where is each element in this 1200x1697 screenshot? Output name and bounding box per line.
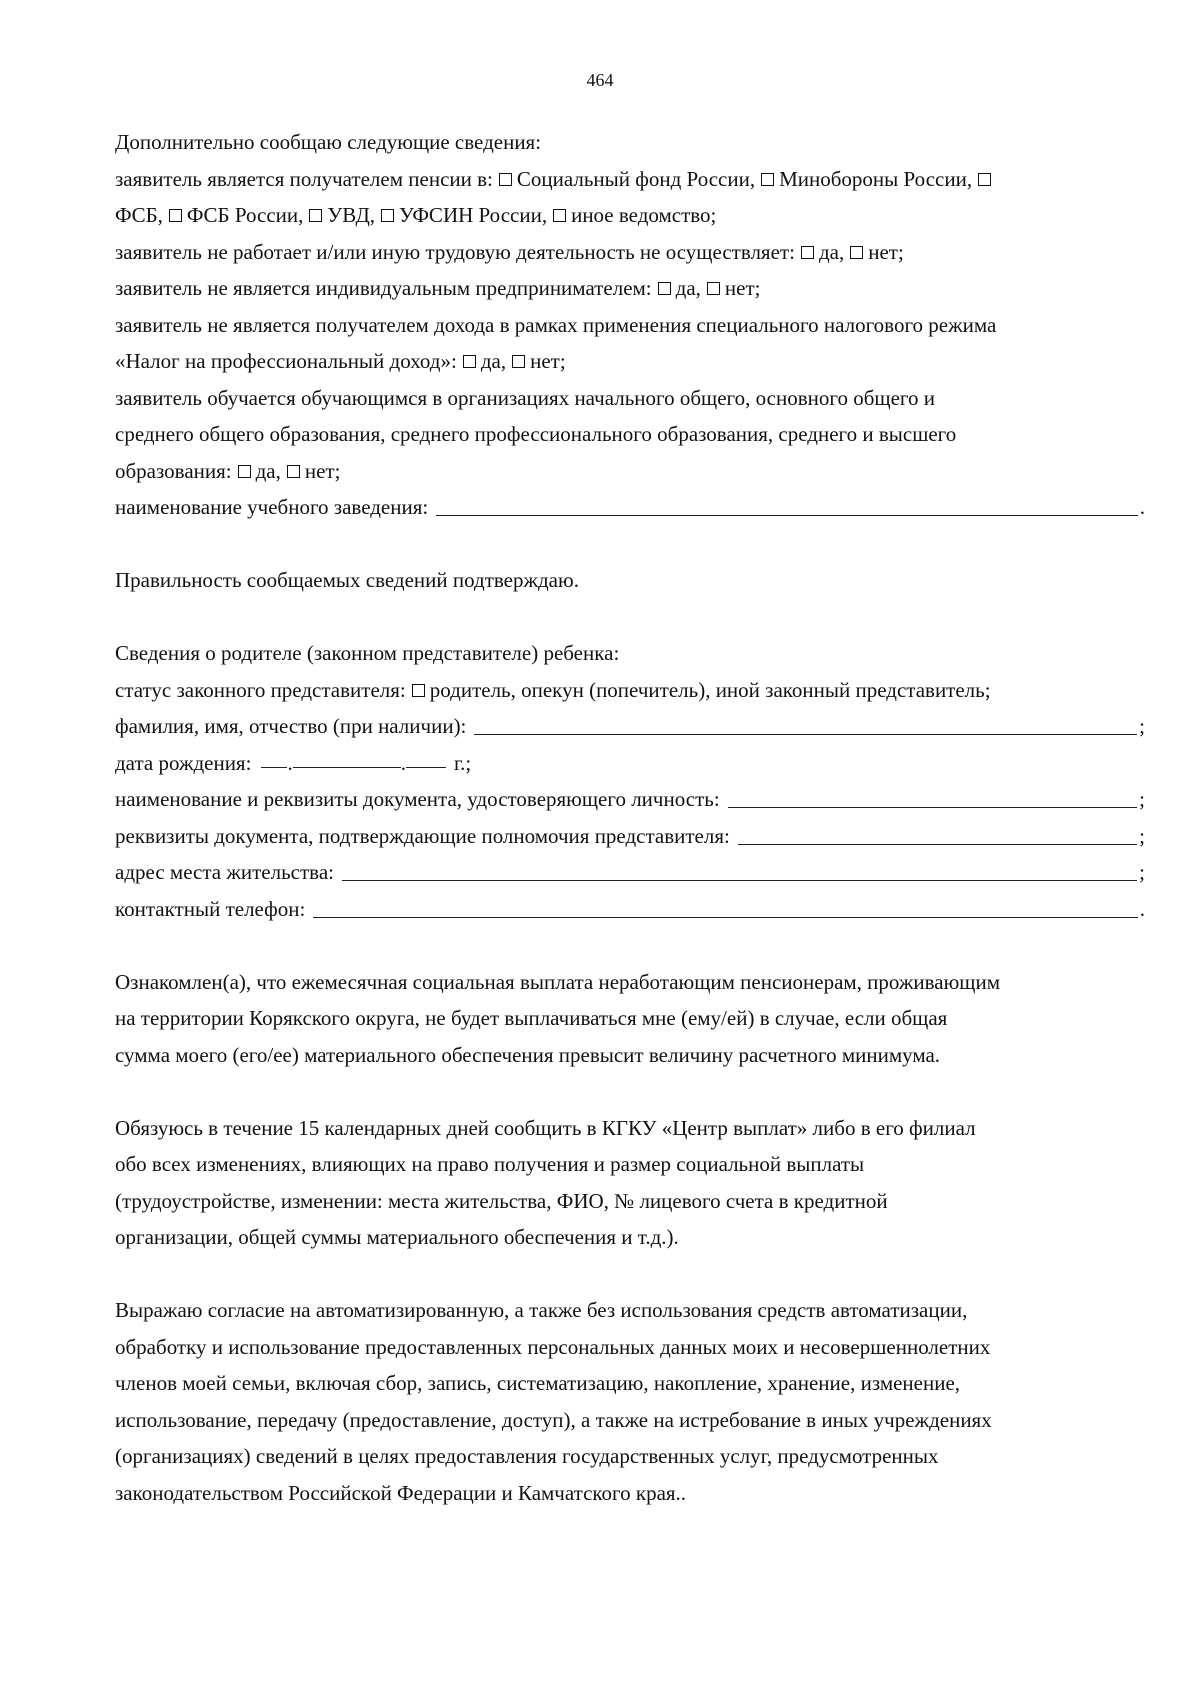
consent-paragraph-line: законодательством Российской Федерации и Камчатского края..	[115, 1480, 687, 1505]
form-content	[115, 124, 1145, 1511]
birth-day-field[interactable]	[261, 766, 287, 768]
birth-month-field[interactable]	[293, 766, 401, 768]
checkbox-education-yes[interactable]	[238, 465, 251, 478]
birth-year-field[interactable]	[406, 766, 446, 768]
checkbox-not-entrepreneur-yes[interactable]	[658, 282, 671, 295]
school-name-field[interactable]	[436, 514, 1138, 516]
birth-date-line: дата рождения: . . г.;	[115, 750, 472, 775]
page-number: 464	[586, 70, 614, 90]
fio-field[interactable]	[474, 733, 1137, 735]
checkbox-tax-regime-yes[interactable]	[463, 355, 476, 368]
notice-paragraph-line: на территории Корякского округа, не будет выплачиваться мне (ему/ей) в случае, если общая	[115, 1006, 948, 1030]
checkbox-ufsin[interactable]	[381, 209, 394, 222]
address-line: адрес места жительства: ;	[115, 860, 1145, 884]
checkbox-fsb[interactable]	[978, 173, 991, 186]
obligation-paragraph-line: организации, общей суммы материального обеспечения и т.д.).	[115, 1225, 679, 1249]
parent-heading: Сведения о родителе (законном представителе) ребенка:	[115, 641, 620, 665]
id-doc-line: наименование и реквизиты документа, удостоверяющего личность: ;	[115, 787, 1145, 811]
tax-regime-line-1: заявитель не является получателем дохода в рамках применения специального налогового режима	[115, 312, 997, 337]
checkbox-other-agency[interactable]	[553, 209, 566, 222]
checkbox-not-entrepreneur-no[interactable]	[707, 282, 720, 295]
phone-field[interactable]	[313, 916, 1137, 918]
notice-paragraph-line: Ознакомлен(а), что ежемесячная социальная выплата неработающим пенсионерам, проживающим	[115, 969, 1000, 994]
checkbox-tax-regime-no[interactable]	[512, 355, 525, 368]
tax-regime-line-2: «Налог на профессиональный доход»: да, нет;	[115, 349, 566, 373]
consent-paragraph-line: использование, передачу (предоставление, доступ), а также на истребование в иных учреждениях	[115, 1407, 992, 1432]
id-doc-field[interactable]	[728, 806, 1138, 808]
obligation-paragraph-line: обо всех изменениях, влияющих на право получения и размер социальной выплаты	[115, 1152, 865, 1176]
checkbox-not-working-yes[interactable]	[801, 246, 814, 259]
checkbox-ministry-defense[interactable]	[761, 173, 774, 186]
obligation-paragraph-line: (трудоустройстве, изменении: места жительства, ФИО, № лицевого счета в кредитной	[115, 1188, 888, 1213]
authority-doc-field[interactable]	[738, 843, 1137, 845]
consent-paragraph-line: членов моей семьи, включая сбор, запись, систематизацию, накопление, хранение, изменение,	[115, 1371, 961, 1395]
school-name-line: наименование учебного заведения: .	[115, 495, 1145, 519]
checkbox-uvd[interactable]	[309, 209, 322, 222]
phone-line: контактный телефон: .	[115, 896, 1145, 921]
checkbox-parent-status[interactable]	[412, 684, 425, 697]
confirm-statement: Правильность сообщаемых сведений подтверждаю.	[115, 568, 579, 592]
checkbox-fsb-russia[interactable]	[169, 209, 182, 222]
checkbox-social-fund[interactable]	[499, 173, 512, 186]
consent-paragraph-line: Выражаю согласие на автоматизированную, а также без использования средств автоматизации,	[115, 1298, 968, 1322]
consent-paragraph-line: (организациях) сведений в целях предоставления государственных услуг, предусмотренных	[115, 1444, 939, 1468]
checkbox-education-no[interactable]	[287, 465, 300, 478]
education-line-2: среднего общего образования, среднего профессионального образования, среднего и высшего	[115, 422, 957, 446]
obligation-paragraph-line: Обязуюсь в течение 15 календарных дней сообщить в КГКУ «Центр выплат» либо в его филиал	[115, 1115, 976, 1140]
address-field[interactable]	[342, 879, 1137, 881]
parent-status-line: статус законного представителя: родитель, опекун (попечитель), иной законный представитель;	[115, 677, 991, 702]
parent-fio-line: фамилия, имя, отчество (при наличии): ;	[115, 714, 1145, 738]
consent-paragraph-line: обработку и использование предоставленных персональных данных моих и несовершеннолетних	[115, 1334, 991, 1359]
pension-line-2: ФСБ, ФСБ России, УВД, УФСИН России, иное ведомство;	[115, 203, 717, 227]
education-line-3: образования: да, нет;	[115, 458, 341, 483]
not-working-line: заявитель не работает и/или иную трудовую деятельность не осуществляет: да, нет;	[115, 239, 904, 264]
authority-doc-line: реквизиты документа, подтверждающие полномочия представителя: ;	[115, 823, 1145, 848]
education-line-1: заявитель обучается обучающимся в организациях начального общего, основного общего и	[115, 385, 935, 410]
notice-paragraph-line: сумма моего (его/ее) материального обеспечения превысит величину расчетного минимума.	[115, 1042, 941, 1067]
checkbox-not-working-no[interactable]	[850, 246, 863, 259]
not-entrepreneur-line: заявитель не является индивидуальным предпринимателем: да, нет;	[115, 276, 761, 300]
section-heading: Дополнительно сообщаю следующие сведения:	[115, 130, 542, 154]
pension-line-1: заявитель является получателем пенсии в: Социальный фонд России, Минобороны России,	[115, 161, 1145, 198]
